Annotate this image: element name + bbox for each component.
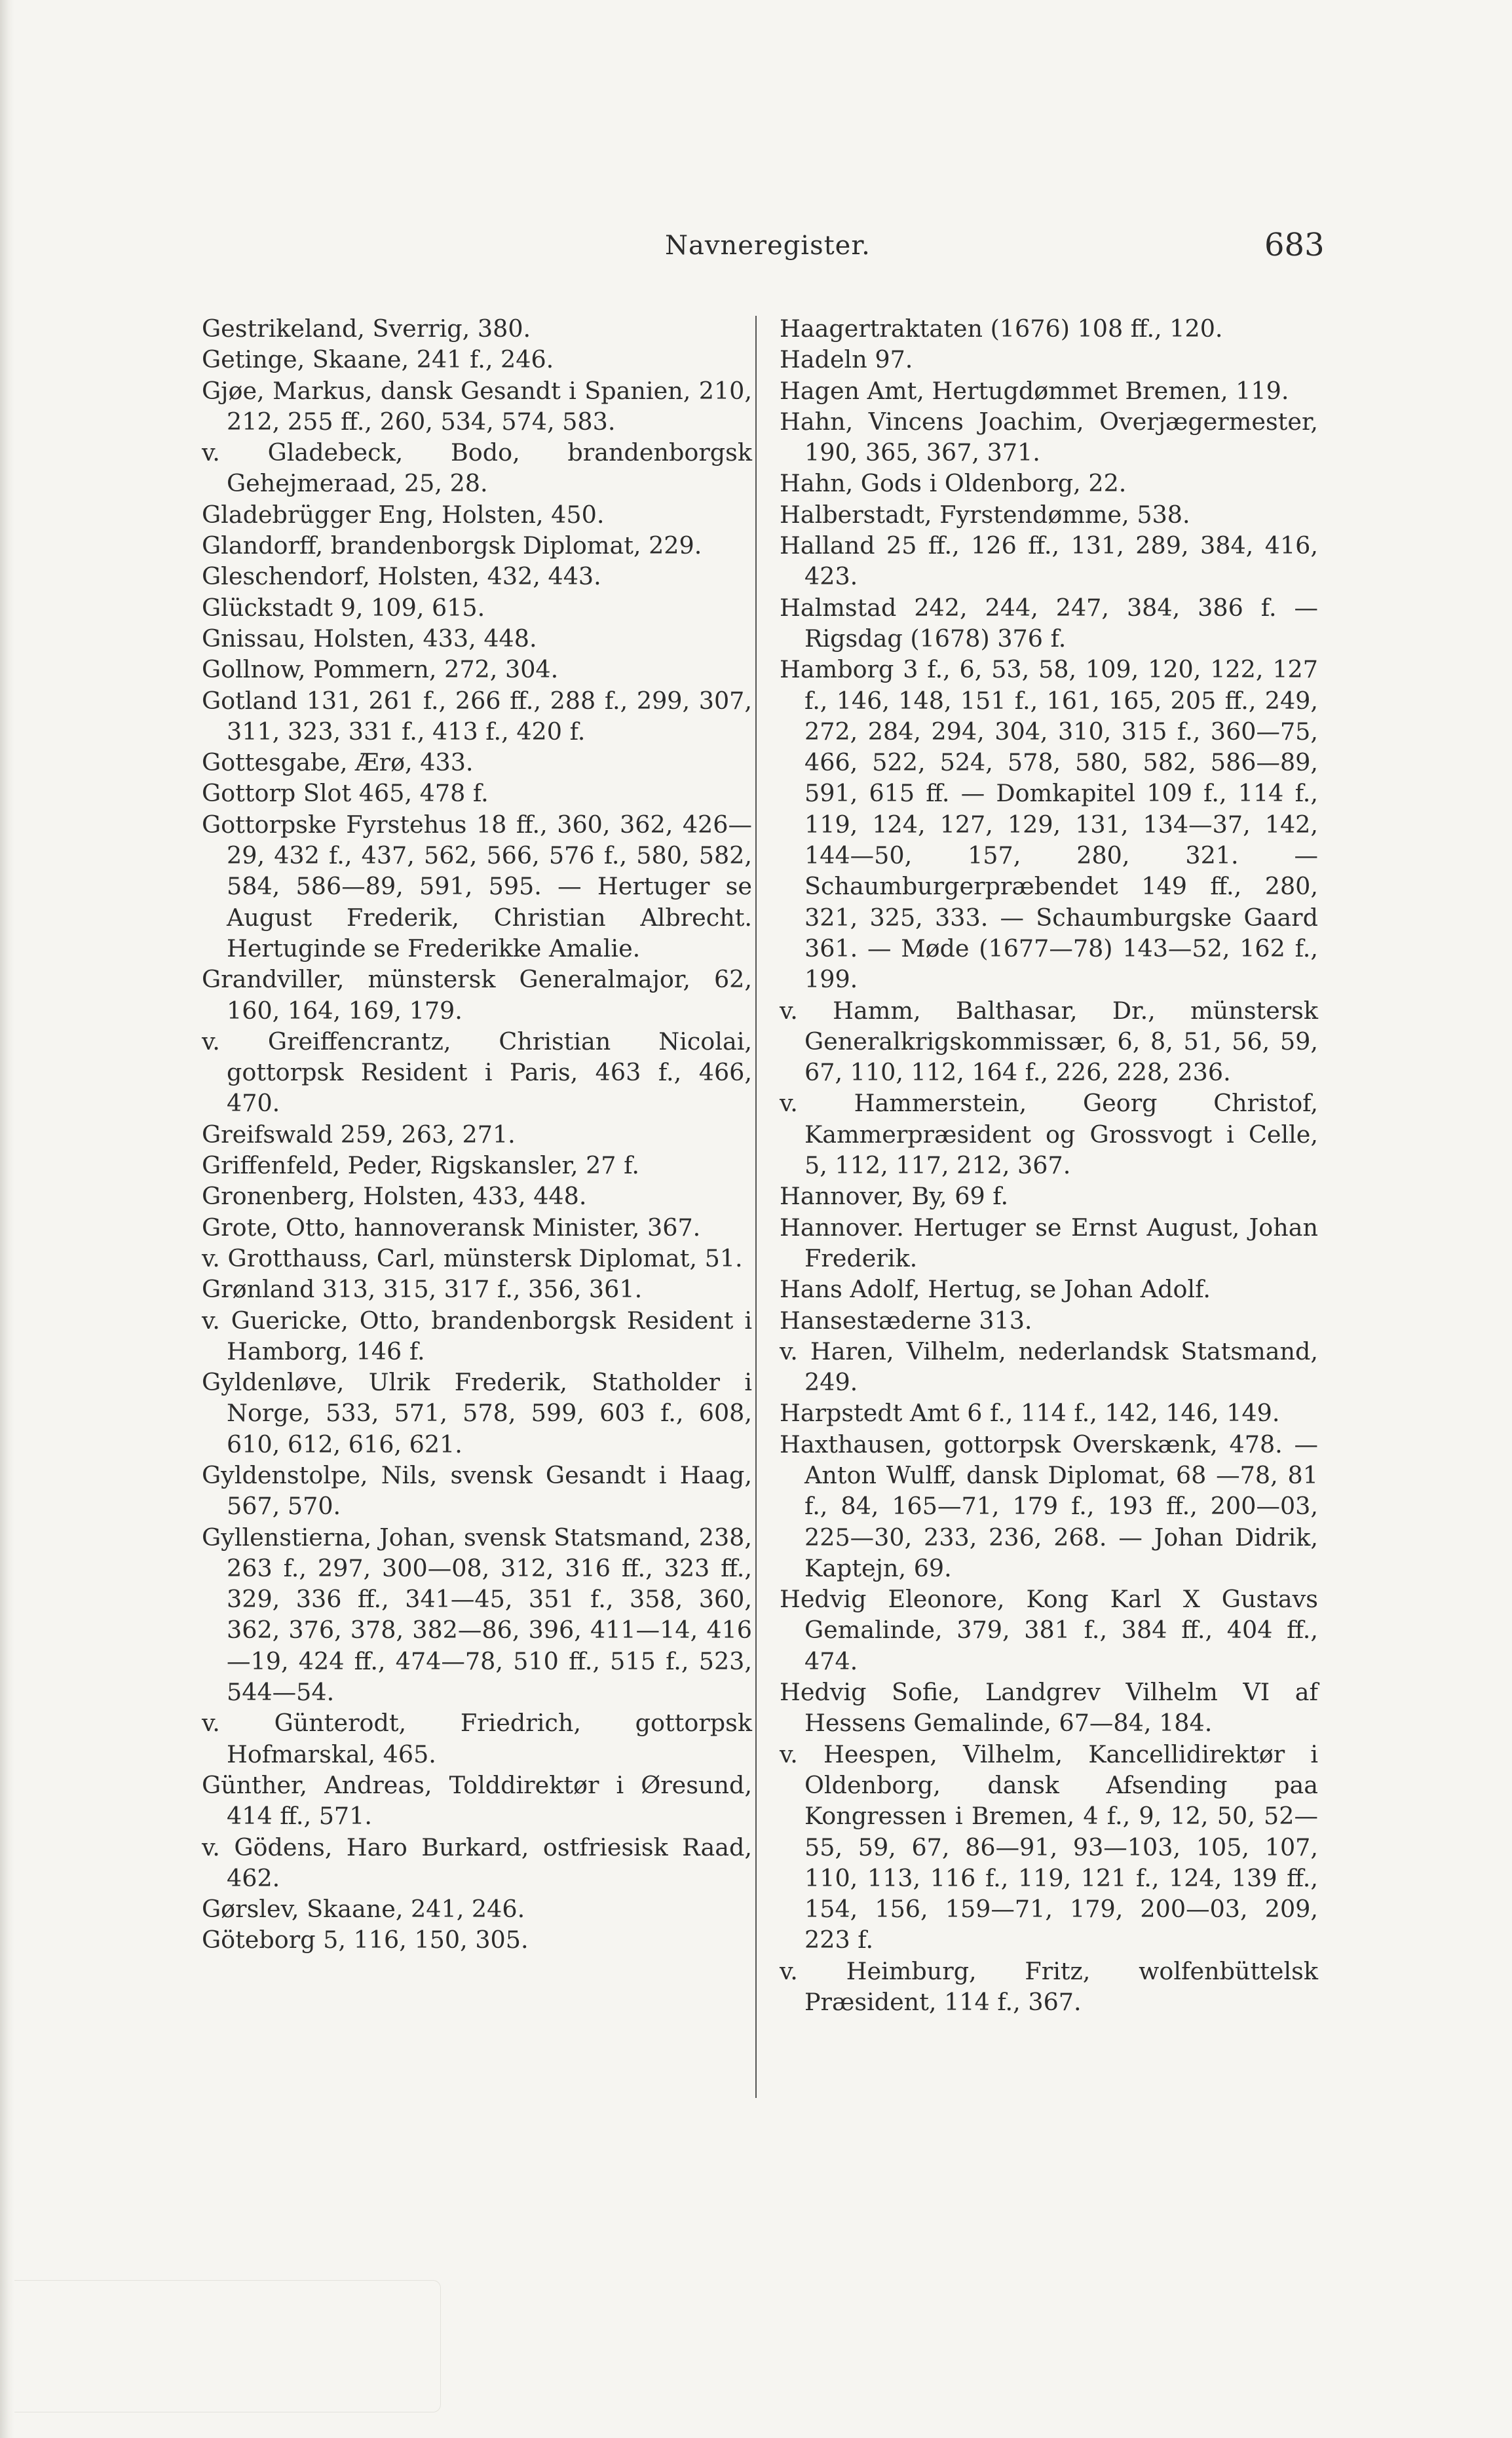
index-entry: Grønland 313, 315, 317 f., 356, 361. bbox=[202, 1275, 643, 1304]
index-entry: Hannover, By, 69 f. bbox=[780, 1182, 1009, 1211]
page-number: 683 bbox=[1264, 227, 1325, 263]
index-entry: v. Heespen, Vilhelm, Kancellidirektør i Oldenborg, dansk Afsending paa Kongressen i Bremen, 4 f., 9, 12, 50, 52—55, 59, 67, 86—91, 93—103, 105, 107, 110, 113, 116 f., 119, 121 f., 124, 139 ff., 154, 156, 159—71, 179, 200—03, 209, 223 f. bbox=[780, 1740, 1318, 1954]
index-entry: Hedvig Eleonore, Kong Karl X Gustavs Gemalinde, 379, 381 f., 384 ff., 404 ff., 474. bbox=[780, 1585, 1318, 1675]
index-entry: Halberstadt, Fyrstendømme, 538. bbox=[780, 500, 1190, 529]
left-column bbox=[202, 313, 752, 1956]
running-title: Navneregister. bbox=[665, 231, 871, 261]
index-entry: Gleschendorf, Holsten, 432, 443. bbox=[202, 562, 601, 591]
index-entry: v. Heimburg, Fritz, wolfenbüttelsk Præsident, 114 f., 367. bbox=[780, 1956, 1318, 2017]
index-entry: Gottorpske Fyrstehus 18 ff., 360, 362, 426—29, 432 f., 437, 562, 566, 576 f., 580, 582, 584, 586—89, 591, 595. — Hertuger se August Frederik, Christian Albrecht. Hertuginde se Frederikke Amalie. bbox=[202, 810, 752, 962]
index-entry: v. Grotthauss, Carl, münstersk Diplomat, 51. bbox=[202, 1244, 743, 1272]
column-divider bbox=[755, 316, 757, 2098]
index-entry: Gottesgabe, Ærø, 433. bbox=[202, 748, 474, 777]
index-entry: v. Gladebeck, Bodo, brandenborgsk Gehejmeraad, 25, 28. bbox=[202, 438, 752, 498]
index-entry: v. Hamm, Balthasar, Dr., münstersk Generalkrigskommissær, 6, 8, 51, 56, 59, 67, 110, 112, 164 f., 226, 228, 236. bbox=[780, 996, 1318, 1087]
index-entry: v. Haren, Vilhelm, nederlandsk Statsmand, 249. bbox=[780, 1337, 1318, 1397]
index-entry: Hadeln 97. bbox=[780, 345, 913, 374]
index-entry: v. Hammerstein, Georg Christof, Kammerpræsident og Grossvogt i Celle, 5, 112, 117, 212, 367. bbox=[780, 1089, 1318, 1180]
index-entry: Gestrikeland, Sverrig, 380. bbox=[202, 314, 531, 343]
index-entry: Halmstad 242, 244, 247, 384, 386 f. — Rigsdag (1678) 376 f. bbox=[780, 593, 1318, 653]
index-entry: v. Günterodt, Friedrich, gottorpsk Hofmarskal, 465. bbox=[202, 1709, 752, 1768]
index-entry: v. Greiffencrantz, Christian Nicolai, gottorpsk Resident i Paris, 463 f., 466, 470. bbox=[202, 1027, 752, 1118]
index-entry: Gladebrügger Eng, Holsten, 450. bbox=[202, 500, 605, 529]
index-entry: v. Gödens, Haro Burkard, ostfriesisk Raad, 462. bbox=[202, 1833, 752, 1892]
index-entry: Halland 25 ff., 126 ff., 131, 289, 384, 416, 423. bbox=[780, 531, 1318, 591]
index-entry: Hamborg 3 f., 6, 53, 58, 109, 120, 122, 127 f., 146, 148, 151 f., 161, 165, 205 ff., 249, 272, 284, 294, 304, 310, 315 f., 360—75, 466, 522, 524, 578, 580, 582, 586—89, 591, 615 ff. — Domkapitel 109 f., 114 f., 119, 124, 127, 129, 131, 134—37, 142, 144—50, 157, 280, 321. — Schaumburgerpræbendet 149 ff., 280, 321, 325, 333. — Schaumburgske Gaard 361. — Møde (1677—78) 143—52, 162 f., 199. bbox=[780, 655, 1318, 994]
index-entry: v. Guericke, Otto, brandenborgsk Resident i Hamborg, 146 f. bbox=[202, 1306, 752, 1365]
index-entry: Getinge, Skaane, 241 f., 246. bbox=[202, 345, 554, 374]
index-entry: Gørslev, Skaane, 241, 246. bbox=[202, 1895, 525, 1924]
index-entry: Gjøe, Markus, dansk Gesandt i Spanien, 210, 212, 255 ff., 260, 534, 574, 583. bbox=[202, 376, 752, 436]
index-entry: Hahn, Vincens Joachim, Overjægermester, 190, 365, 367, 371. bbox=[780, 407, 1318, 467]
index-entry: Glückstadt 9, 109, 615. bbox=[202, 593, 485, 622]
index-entry: Gotland 131, 261 f., 266 ff., 288 f., 299, 307, 311, 323, 331 f., 413 f., 420 f. bbox=[202, 686, 752, 746]
index-entry: Göteborg 5, 116, 150, 305. bbox=[202, 1926, 529, 1954]
index-entry: Gronenberg, Holsten, 433, 448. bbox=[202, 1182, 587, 1211]
right-column bbox=[780, 313, 1318, 2017]
page-header bbox=[0, 227, 1512, 270]
index-entry: Griffenfeld, Peder, Rigskansler, 27 f. bbox=[202, 1151, 639, 1180]
index-entry: Grote, Otto, hannoveransk Minister, 367. bbox=[202, 1213, 701, 1242]
index-entry: Hedvig Sofie, Landgrev Vilhelm VI af Hessens Gemalinde, 67—84, 184. bbox=[780, 1678, 1318, 1738]
book-spine-shadow bbox=[0, 0, 14, 2438]
index-entry: Hans Adolf, Hertug, se Johan Adolf. bbox=[780, 1275, 1211, 1304]
index-entry: Gyldenstolpe, Nils, svensk Gesandt i Haag, 567, 570. bbox=[202, 1460, 752, 1521]
index-entry: Greifswald 259, 263, 271. bbox=[202, 1120, 516, 1149]
index-entry: Hagen Amt, Hertugdømmet Bremen, 119. bbox=[780, 376, 1289, 405]
index-entry: Hansestæderne 313. bbox=[780, 1306, 1032, 1335]
index-entry: Gollnow, Pommern, 272, 304. bbox=[202, 655, 559, 684]
index-entry: Hannover. Hertuger se Ernst August, Johan Frederik. bbox=[780, 1213, 1318, 1272]
index-entry: Glandorff, brandenborgsk Diplomat, 229. bbox=[202, 531, 702, 560]
index-entry: Haagertraktaten (1676) 108 ff., 120. bbox=[780, 314, 1223, 343]
index-entry: Gottorp Slot 465, 478 f. bbox=[202, 779, 489, 808]
index-entry: Gnissau, Holsten, 433, 448. bbox=[202, 624, 537, 653]
index-entry: Harpstedt Amt 6 f., 114 f., 142, 146, 149. bbox=[780, 1399, 1280, 1428]
index-entry: Grandviller, münstersk Generalmajor, 62, 160, 164, 169, 179. bbox=[202, 965, 752, 1025]
index-entry: Günther, Andreas, Tolddirektør i Øresund, 414 ff., 571. bbox=[202, 1770, 752, 1831]
index-entry: Gyllenstierna, Johan, svensk Statsmand, 238, 263 f., 297, 300—08, 312, 316 ff., 323 ff., 329, 336 ff., 341—45, 351 f., 358, 360, 362, 376, 378, 382—86, 396, 411—14, 416—19, 424 ff., 474—78, 510 ff., 515 f., 523, 544—54. bbox=[202, 1523, 752, 1707]
index-entry: Haxthausen, gottorpsk Overskænk, 478. — Anton Wulff, dansk Diplomat, 68 —78, 81 f., 84, 165—71, 179 f., 193 ff., 200—03, 225—30, 233, 236, 268. — Johan Didrik, Kaptejn, 69. bbox=[780, 1430, 1318, 1582]
index-entry: Gyldenløve, Ulrik Frederik, Statholder i Norge, 533, 571, 578, 599, 603 f., 608, 610, 612, 616, 621. bbox=[202, 1368, 752, 1458]
page-edge-mark bbox=[14, 2280, 441, 2412]
index-entry: Hahn, Gods i Oldenborg, 22. bbox=[780, 469, 1127, 498]
